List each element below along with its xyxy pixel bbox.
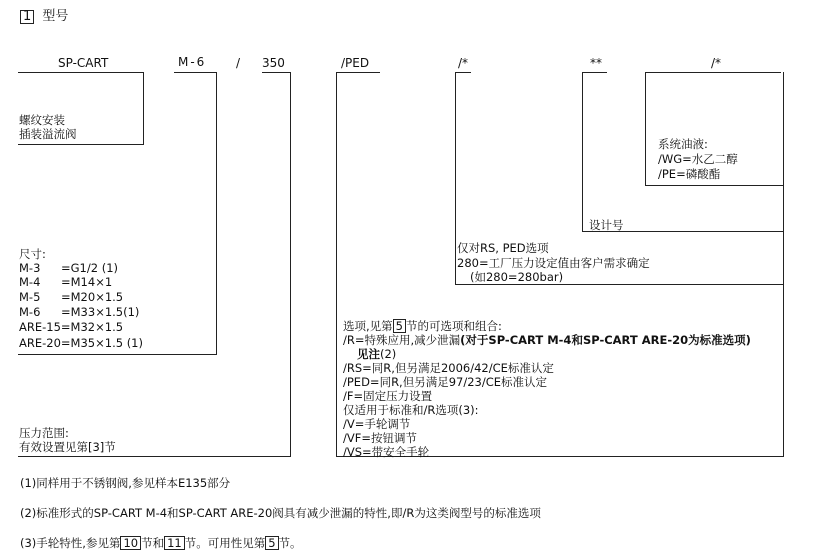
fn3-e: 节。可用性见第 xyxy=(184,536,266,550)
size-value: =M35×1.5 (1) xyxy=(60,336,143,350)
size-key: M-5 xyxy=(19,290,41,304)
code-opt1: /* xyxy=(458,56,469,70)
section-number: 1 xyxy=(20,10,34,24)
size-key: ARE-20 xyxy=(19,336,61,350)
fn3-d: 11 xyxy=(164,536,185,550)
rsped-line-1: 仅对RS, PED选项 xyxy=(457,241,549,255)
options-l1-pre: 选项,见第 xyxy=(343,319,393,333)
fn3-f: 5 xyxy=(265,536,278,550)
fluid-title: 系统油液: xyxy=(658,137,708,151)
fluid-pe: /PE=磷酸酯 xyxy=(658,167,721,181)
size-value: =M32×1.5 xyxy=(60,320,124,334)
options-f: /F=固定压力设置 xyxy=(343,389,433,403)
code-size: M-6 xyxy=(178,55,207,69)
rsped-line-3: (如280=280bar) xyxy=(470,270,564,284)
size-title: 尺寸: xyxy=(19,247,46,261)
size-key: ARE-15 xyxy=(19,320,61,334)
code-pressure: 350 xyxy=(262,56,285,70)
size-key: M-6 xyxy=(19,305,41,319)
size-row xyxy=(19,337,143,350)
options-line-1 xyxy=(343,319,502,333)
pressure-line-1: 压力范围: xyxy=(19,426,69,440)
mount-box-bottom xyxy=(18,144,144,145)
right-border xyxy=(783,72,784,457)
size-key: M-4 xyxy=(19,275,41,289)
options-l1-post: 节的可选项和组合: xyxy=(405,319,502,333)
underline-pressure xyxy=(262,72,291,73)
rsped-box-left xyxy=(455,72,456,285)
underline-opt1 xyxy=(455,72,471,73)
size-row xyxy=(19,321,123,334)
size-row xyxy=(19,262,118,275)
mount-line-1: 螺纹安装 xyxy=(19,113,65,127)
fn3-a: (3)手轮特性,参见第 xyxy=(20,536,121,550)
code-name: SP-CART xyxy=(58,56,109,70)
options-l3-post: (2) xyxy=(380,347,397,361)
mount-line-2: 插装溢流阀 xyxy=(19,127,77,141)
options-applicable: 仅适用于标准和/R选项(3): xyxy=(343,403,479,417)
section-heading xyxy=(20,10,68,24)
options-line-2 xyxy=(343,334,751,347)
options-v: /V=手轮调节 xyxy=(343,417,411,431)
size-row xyxy=(19,291,123,304)
design-label: 设计号 xyxy=(589,218,624,232)
pressure-box-right xyxy=(290,72,291,457)
underline-design xyxy=(582,72,607,73)
size-key: M-3 xyxy=(19,261,41,275)
fluid-box-left xyxy=(645,72,646,186)
size-value: =G1/2 (1) xyxy=(61,261,119,275)
options-l1-num: 5 xyxy=(393,319,406,333)
rsped-line-2: 280=工厂压力设定值由客户需求确定 xyxy=(457,256,650,270)
size-box-right xyxy=(216,72,217,355)
footnote-3 xyxy=(20,536,302,550)
footnote-2: (2)标准形式的SP-CART M-4和SP-CART ARE-20阀具有减少泄漏的特性,即/R为这类阀型号的标准选项 xyxy=(20,506,541,520)
code-design: ** xyxy=(590,56,602,70)
size-box-bottom xyxy=(18,354,217,355)
options-rs: /RS=同R,但另满足2006/42/CE标准认定 xyxy=(343,361,554,375)
design-box-left xyxy=(582,72,583,232)
options-l2-bold: (对于SP-CART M-4和SP-CART ARE-20为标准选项) xyxy=(460,333,751,347)
options-l3-bold: 见注 xyxy=(357,347,380,361)
code-slash: / xyxy=(236,56,241,70)
footnote-1: (1)同样用于不锈钢阀,参见样本E135部分 xyxy=(20,476,231,490)
options-l2-pre: /R=特殊应用,减少泄漏 xyxy=(343,333,461,347)
fn3-b: 10 xyxy=(120,536,141,550)
size-row xyxy=(19,276,112,289)
underline-size xyxy=(174,72,217,73)
pressure-box-bottom xyxy=(18,456,291,457)
options-vf: /VF=按钮调节 xyxy=(343,431,417,445)
code-ped: /PED xyxy=(341,56,370,70)
pressure-line-2: 有效设置见第[3]节 xyxy=(19,440,116,454)
underline-opt2 xyxy=(645,72,781,73)
rsped-box-bottom xyxy=(455,284,784,285)
options-line-3 xyxy=(357,348,396,361)
underline-name xyxy=(18,72,143,73)
mount-box-right xyxy=(143,72,144,145)
underline-ped xyxy=(336,72,380,73)
size-value: =M33×1.5(1) xyxy=(61,305,140,319)
size-value: =M14×1 xyxy=(61,275,113,289)
fn3-c: 节和 xyxy=(141,536,165,550)
options-box-left xyxy=(336,72,337,457)
options-ped: /PED=同R,但另满足97/23/CE标准认定 xyxy=(343,375,548,389)
fluid-box-bottom xyxy=(645,185,784,186)
code-opt2: /* xyxy=(711,56,722,70)
size-value: =M20×1.5 xyxy=(61,290,124,304)
fluid-wg: /WG=水乙二醇 xyxy=(658,152,738,166)
fn3-g: 节。 xyxy=(278,536,302,550)
section-title: 型号 xyxy=(42,9,69,24)
size-row xyxy=(19,306,139,319)
options-vs: /VS=带安全手轮 xyxy=(343,445,430,459)
